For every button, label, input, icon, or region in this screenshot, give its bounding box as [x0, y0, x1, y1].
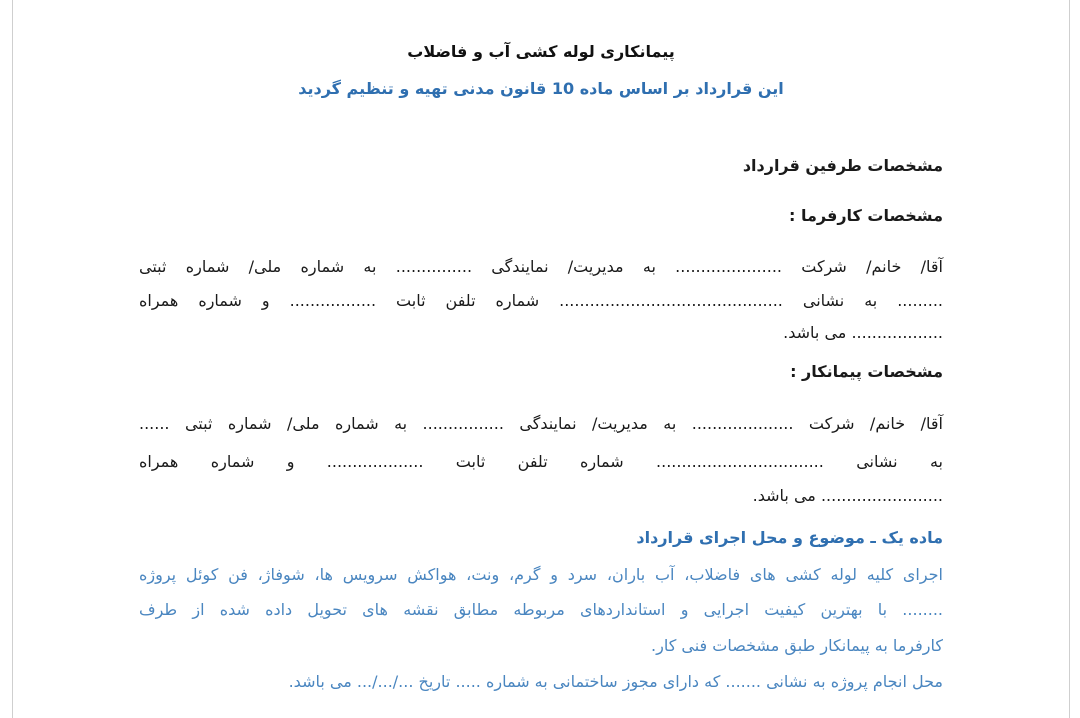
contractor-line-2: به نشانی ................................. شماره تلفن ثابت ................... و شماره همراه: [139, 452, 943, 471]
article1-line-3: کارفرما به پیمانکار طبق مشخصات فنی کار.: [651, 636, 943, 655]
contractor-line-1: آقا/ خانم/ شرکت .................... به مدیریت/ نمایندگی ................ به شماره ملی/ شماره ثبتی ......: [139, 414, 943, 433]
employer-line-1: آقا/ خانم/ شرکت ..................... به مدیریت/ نمایندگی ............... به شماره ملی/ شماره ثبتی: [139, 257, 943, 276]
document-title: پیمانکاری لوله کشی آب و فاضلاب: [407, 42, 675, 61]
contractor-heading: مشخصات پیمانکار :: [790, 362, 943, 381]
article1-line-2: ........ با بهترین کیفیت اجرایی و استانداردهای مربوطه مطابق نقشه های تحویل داده شده از طرف: [139, 600, 943, 619]
article1-heading: ماده یک ـ موضوع و محل اجرای قرارداد: [636, 528, 943, 547]
contractor-line-3: ........................ می باشد.: [752, 486, 943, 505]
document-page: [12, 0, 1070, 718]
employer-heading: مشخصات کارفرما :: [789, 206, 943, 225]
document-subtitle: این قرارداد بر اساس ماده 10 قانون مدنی تهیه و تنظیم گردید: [298, 79, 784, 98]
parties-heading: مشخصات طرفین قرارداد: [742, 156, 943, 175]
article1-line-1: اجرای کلیه لوله کشی های فاضلاب، آب باران، سرد و گرم، ونت، هواکش سرویس ها، شوفاژ، فن کوئل پروژه: [139, 565, 943, 584]
article1-line-4: محل انجام پروژه به نشانی ....... که دارای مجوز ساختمانی به شماره ..... تاریخ .../.../... می باشد.: [288, 672, 943, 691]
employer-line-2: ......... به نشانی ............................................ شماره تلفن ثابت ................. و شماره همراه: [139, 291, 943, 310]
employer-line-3: .................. می باشد.: [783, 323, 943, 342]
